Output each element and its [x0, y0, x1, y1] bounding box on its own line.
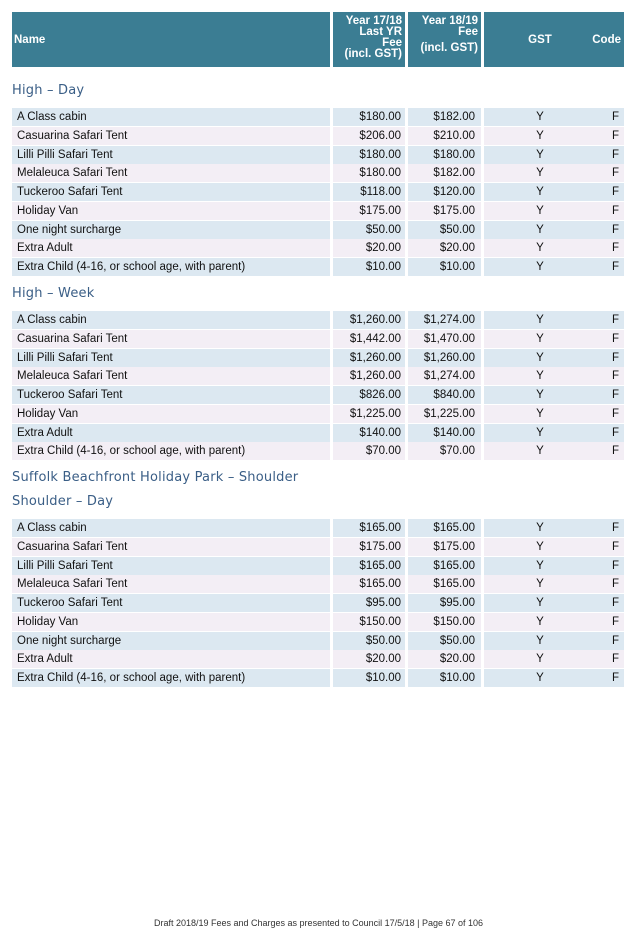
- table-row: [12, 557, 624, 575]
- code: F: [596, 164, 624, 182]
- table-row: [12, 367, 624, 385]
- code: F: [596, 650, 624, 668]
- code: F: [596, 221, 624, 239]
- table-row: [12, 424, 624, 442]
- header-year1-line: Year 17/18: [345, 15, 402, 27]
- fee-1718: $175.00: [333, 538, 405, 556]
- row-name: Tuckeroo Safari Tent: [12, 183, 330, 201]
- code: F: [596, 183, 624, 201]
- gst-flag: Y: [484, 442, 596, 460]
- fee-1718: $1,260.00: [333, 311, 405, 329]
- header-year-1718: [333, 12, 405, 67]
- fee-1819: $175.00: [408, 202, 481, 220]
- fee-1819: $1,260.00: [408, 349, 481, 367]
- row-name: One night surcharge: [12, 632, 330, 650]
- code: F: [596, 146, 624, 164]
- fee-1819: $175.00: [408, 538, 481, 556]
- fee-1718: $175.00: [333, 202, 405, 220]
- header-name: Name: [12, 12, 330, 67]
- section-title: Suffolk Beachfront Holiday Park – Shoulder: [12, 470, 299, 485]
- table-row: [12, 183, 624, 201]
- fee-1718: $150.00: [333, 613, 405, 631]
- header-year1-line: Fee: [382, 37, 402, 49]
- row-name: Extra Child (4-16, or school age, with parent): [12, 258, 330, 276]
- gst-flag: Y: [484, 669, 596, 687]
- fee-1819: $180.00: [408, 146, 481, 164]
- fee-1819: $50.00: [408, 221, 481, 239]
- fee-1718: $1,225.00: [333, 405, 405, 423]
- row-name: Holiday Van: [12, 613, 330, 631]
- gst-flag: Y: [484, 221, 596, 239]
- table-row: [12, 239, 624, 257]
- table-row: [12, 127, 624, 145]
- row-name: Casuarina Safari Tent: [12, 538, 330, 556]
- gst-flag: Y: [484, 258, 596, 276]
- fee-1718: $50.00: [333, 221, 405, 239]
- gst-flag: Y: [484, 202, 596, 220]
- fee-1718: $70.00: [333, 442, 405, 460]
- fee-1718: $10.00: [333, 258, 405, 276]
- row-name: Holiday Van: [12, 405, 330, 423]
- gst-flag: Y: [484, 127, 596, 145]
- section-title: High – Day: [12, 83, 85, 98]
- page-footer: Draft 2018/19 Fees and Charges as presented to Council 17/5/18 | Page 67 of 106: [153, 918, 484, 928]
- row-name: A Class cabin: [12, 519, 330, 537]
- fee-1819: $10.00: [408, 258, 481, 276]
- code: F: [596, 311, 624, 329]
- fee-1819: $1,274.00: [408, 367, 481, 385]
- table-row: [12, 632, 624, 650]
- fee-1718: $1,260.00: [333, 349, 405, 367]
- fee-1819: $840.00: [408, 386, 481, 404]
- table-row: [12, 538, 624, 556]
- gst-flag: Y: [484, 519, 596, 537]
- code: F: [596, 632, 624, 650]
- fee-1819: $1,225.00: [408, 405, 481, 423]
- table-row: [12, 258, 624, 276]
- code: F: [596, 127, 624, 145]
- fee-1718: $1,442.00: [333, 330, 405, 348]
- code: F: [596, 239, 624, 257]
- fee-1819: $50.00: [408, 632, 481, 650]
- gst-flag: Y: [484, 557, 596, 575]
- fee-1718: $118.00: [333, 183, 405, 201]
- row-name: Melaleuca Safari Tent: [12, 164, 330, 182]
- table-row: [12, 650, 624, 668]
- fee-1718: $140.00: [333, 424, 405, 442]
- table-row: [12, 311, 624, 329]
- fee-1718: $180.00: [333, 146, 405, 164]
- table-row: [12, 613, 624, 631]
- fee-1718: $206.00: [333, 127, 405, 145]
- code: F: [596, 557, 624, 575]
- row-name: Extra Child (4-16, or school age, with parent): [12, 669, 330, 687]
- fee-1819: $120.00: [408, 183, 481, 201]
- row-name: Extra Adult: [12, 239, 330, 257]
- fee-1819: $165.00: [408, 575, 481, 593]
- section-title: Shoulder – Day: [12, 494, 114, 509]
- fee-1819: $1,470.00: [408, 330, 481, 348]
- row-name: Tuckeroo Safari Tent: [12, 594, 330, 612]
- header-code: Code: [590, 12, 624, 67]
- fee-1819: $20.00: [408, 650, 481, 668]
- table-row: [12, 330, 624, 348]
- row-name: Tuckeroo Safari Tent: [12, 386, 330, 404]
- fee-1718: $165.00: [333, 519, 405, 537]
- fee-1819: $182.00: [408, 164, 481, 182]
- header-gst: GST: [484, 12, 596, 67]
- table-row: [12, 519, 624, 537]
- code: F: [596, 349, 624, 367]
- row-name: Casuarina Safari Tent: [12, 127, 330, 145]
- gst-flag: Y: [484, 108, 596, 126]
- code: F: [596, 442, 624, 460]
- row-name: A Class cabin: [12, 108, 330, 126]
- fee-1718: $10.00: [333, 669, 405, 687]
- row-name: Extra Adult: [12, 650, 330, 668]
- gst-flag: Y: [484, 330, 596, 348]
- row-name: Lilli Pilli Safari Tent: [12, 349, 330, 367]
- fee-1718: $180.00: [333, 164, 405, 182]
- fee-1819: $95.00: [408, 594, 481, 612]
- header-year1-line: Last YR: [359, 26, 402, 38]
- header-year2-line: Year 18/19: [421, 15, 478, 27]
- fee-1718: $20.00: [333, 239, 405, 257]
- gst-flag: Y: [484, 146, 596, 164]
- code: F: [596, 386, 624, 404]
- code: F: [596, 424, 624, 442]
- gst-flag: Y: [484, 311, 596, 329]
- fee-1718: $1,260.00: [333, 367, 405, 385]
- table-row: [12, 594, 624, 612]
- table-row: [12, 164, 624, 182]
- fee-1819: $1,274.00: [408, 311, 481, 329]
- fee-1718: $50.00: [333, 632, 405, 650]
- fee-1819: $70.00: [408, 442, 481, 460]
- fee-1819: $182.00: [408, 108, 481, 126]
- code: F: [596, 330, 624, 348]
- fee-1819: $10.00: [408, 669, 481, 687]
- fee-1819: $210.00: [408, 127, 481, 145]
- gst-flag: Y: [484, 405, 596, 423]
- code: F: [596, 594, 624, 612]
- fee-1718: $165.00: [333, 575, 405, 593]
- code: F: [596, 202, 624, 220]
- fee-1819: $165.00: [408, 557, 481, 575]
- header-year-1819: [408, 12, 481, 67]
- fee-1718: $20.00: [333, 650, 405, 668]
- table-row: [12, 202, 624, 220]
- gst-flag: Y: [484, 424, 596, 442]
- table-row: [12, 405, 624, 423]
- gst-flag: Y: [484, 164, 596, 182]
- section-title: High – Week: [12, 286, 95, 301]
- fee-1819: $150.00: [408, 613, 481, 631]
- gst-flag: Y: [484, 575, 596, 593]
- table-row: [12, 386, 624, 404]
- code: F: [596, 367, 624, 385]
- fee-1718: $180.00: [333, 108, 405, 126]
- gst-flag: Y: [484, 613, 596, 631]
- header-year2-line: (incl. GST): [420, 42, 478, 54]
- code: F: [596, 258, 624, 276]
- gst-flag: Y: [484, 183, 596, 201]
- row-name: Lilli Pilli Safari Tent: [12, 557, 330, 575]
- gst-flag: Y: [484, 386, 596, 404]
- gst-flag: Y: [484, 239, 596, 257]
- header-year2-line: Fee: [458, 26, 478, 38]
- code: F: [596, 108, 624, 126]
- row-name: Melaleuca Safari Tent: [12, 575, 330, 593]
- code: F: [596, 669, 624, 687]
- code: F: [596, 405, 624, 423]
- row-name: Casuarina Safari Tent: [12, 330, 330, 348]
- row-name: Lilli Pilli Safari Tent: [12, 146, 330, 164]
- row-name: Melaleuca Safari Tent: [12, 367, 330, 385]
- fee-1718: $165.00: [333, 557, 405, 575]
- table-row: [12, 442, 624, 460]
- row-name: Extra Child (4-16, or school age, with parent): [12, 442, 330, 460]
- row-name: Holiday Van: [12, 202, 330, 220]
- row-name: Extra Adult: [12, 424, 330, 442]
- row-name: A Class cabin: [12, 311, 330, 329]
- table-row: [12, 146, 624, 164]
- fee-1718: $95.00: [333, 594, 405, 612]
- gst-flag: Y: [484, 594, 596, 612]
- gst-flag: Y: [484, 367, 596, 385]
- table-row: [12, 108, 624, 126]
- gst-flag: Y: [484, 632, 596, 650]
- fee-1718: $826.00: [333, 386, 405, 404]
- gst-flag: Y: [484, 349, 596, 367]
- code: F: [596, 538, 624, 556]
- code: F: [596, 575, 624, 593]
- header-year1-line: (incl. GST): [344, 48, 402, 60]
- gst-flag: Y: [484, 538, 596, 556]
- table-row: [12, 221, 624, 239]
- table-row: [12, 349, 624, 367]
- table-row: [12, 575, 624, 593]
- gst-flag: Y: [484, 650, 596, 668]
- code: F: [596, 613, 624, 631]
- fee-1819: $165.00: [408, 519, 481, 537]
- table-row: [12, 669, 624, 687]
- code: F: [596, 519, 624, 537]
- fee-1819: $20.00: [408, 239, 481, 257]
- row-name: One night surcharge: [12, 221, 330, 239]
- fee-1819: $140.00: [408, 424, 481, 442]
